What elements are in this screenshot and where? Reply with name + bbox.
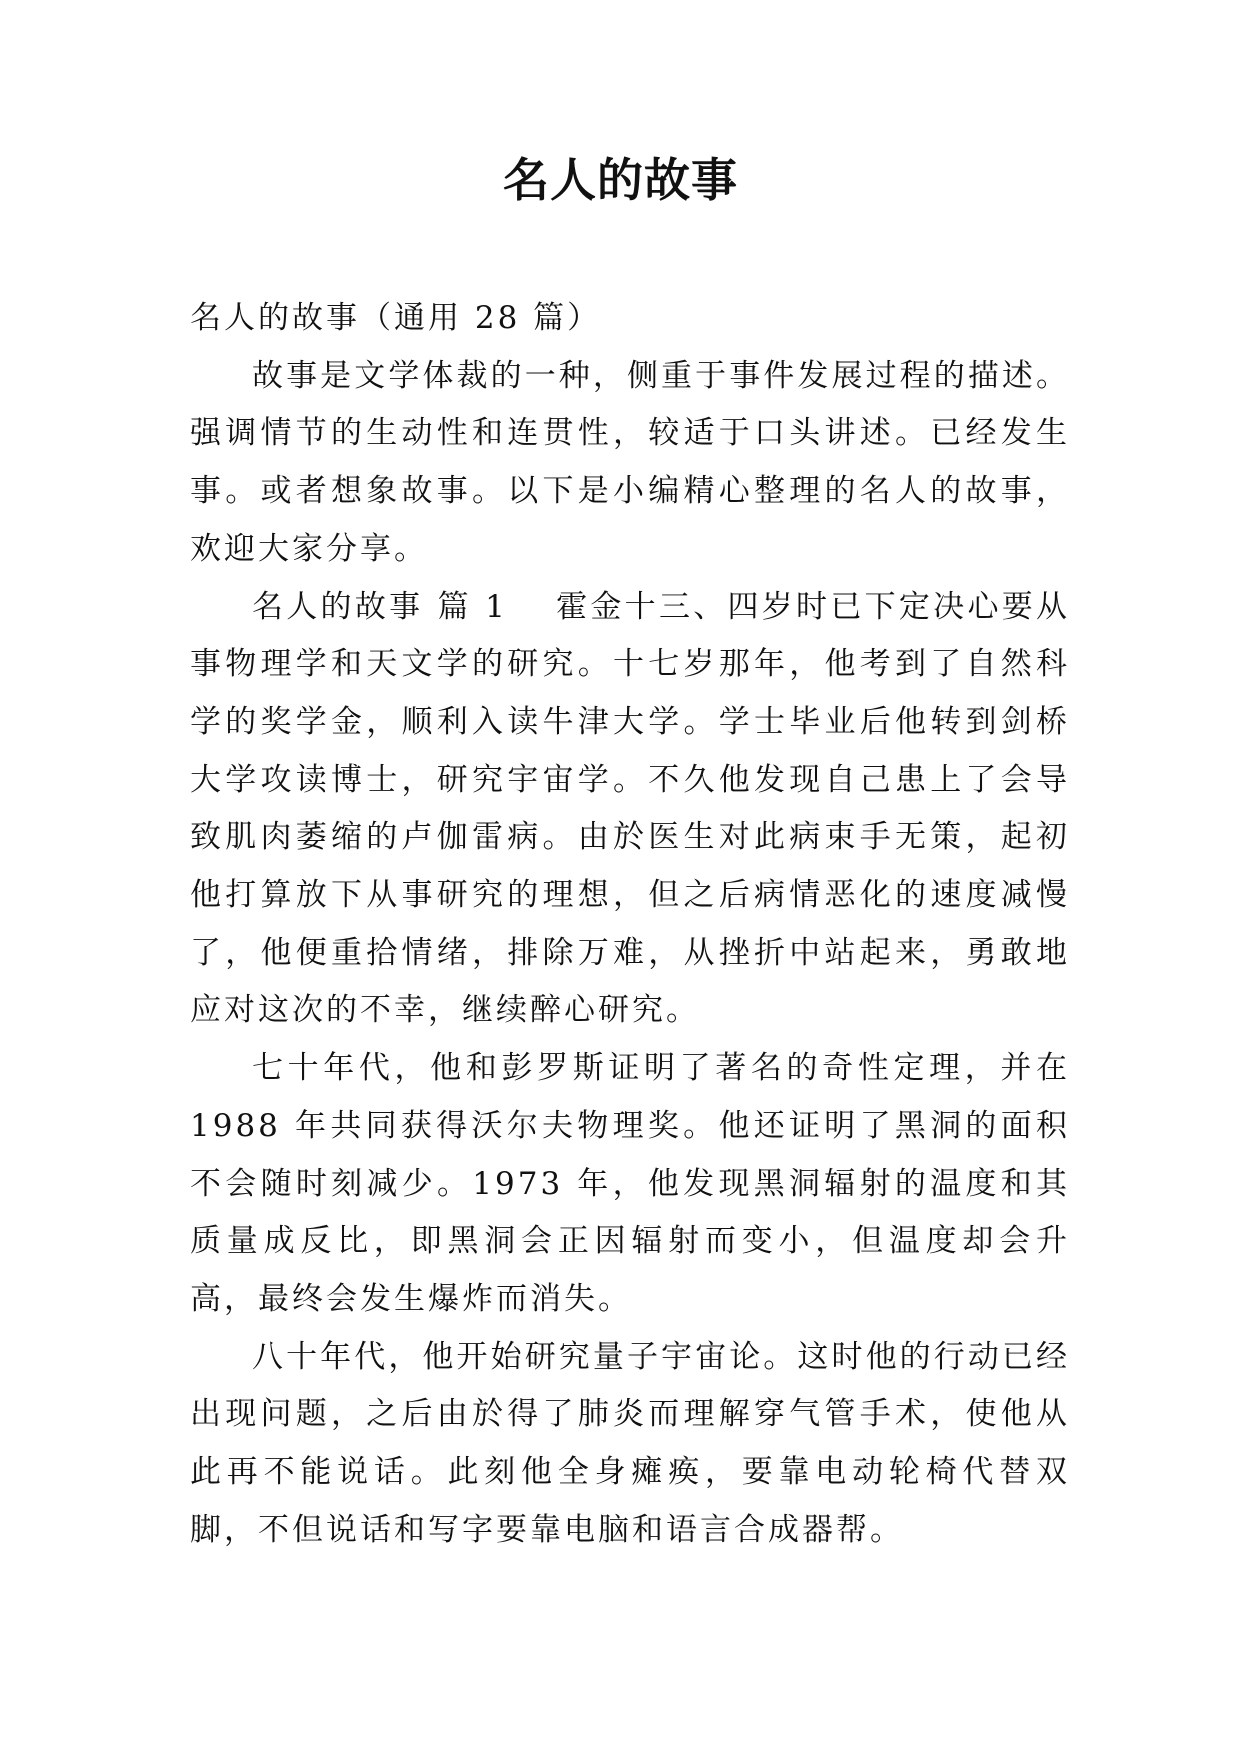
section-1-heading: 名人的故事 (252, 588, 424, 625)
document-body (190, 290, 1070, 1559)
document-title: 名人的故事 (503, 153, 738, 207)
section-1-number: 篇 1 (437, 588, 508, 625)
section-1-paragraph (190, 579, 1070, 1041)
intro-paragraph: 故事是文学体裁的一种，侧重于事件发展过程的描述。强调情节的生动性和连贯性，较适于口头讲述。已经发生事。或者想象故事。以下是小编精心整理的名人的故事，欢迎大家分享。 (190, 357, 1070, 567)
section-1-text: 霍金十三、四岁时已下定决心要从事物理学和天文学的研究。十七岁那年，他考到了自然科学的奖学金，顺利入读牛津大学。学士毕业后他转到剑桥大学攻读博士，研究宇宙学。不久他发现自己患上了会导致肌肉萎缩的卢伽雷病。由於医生对此病束手无策，起初他打算放下从事研究的理想，但之后病情恶化的速度减慢了，他便重拾情绪，排除万难，从挫折中站起来，勇敢地应对这次的不幸，继续醉心研究。 (190, 588, 1071, 1029)
paragraph-2: 七十年代，他和彭罗斯证明了著名的奇性定理，并在 1988 年共同获得沃尔夫物理奖。他还证明了黑洞的面积不会随时刻减少。1973 年，他发现黑洞辐射的温度和其质量成反比，即黑洞会正因辐射而变小，但温度却会升高，最终会发生爆炸而消失。 (190, 1050, 1070, 1317)
document-subtitle: 名人的故事（通用 28 篇） (190, 300, 602, 336)
paragraph-3: 八十年代，他开始研究量子宇宙论。这时他的行动已经出现问题，之后由於得了肺炎而理解穿气管手术，使他从此再不能说话。此刻他全身瘫痪，要靠电动轮椅代替双脚，不但说话和写字要靠电脑和语言合成器帮。 (190, 1338, 1070, 1548)
